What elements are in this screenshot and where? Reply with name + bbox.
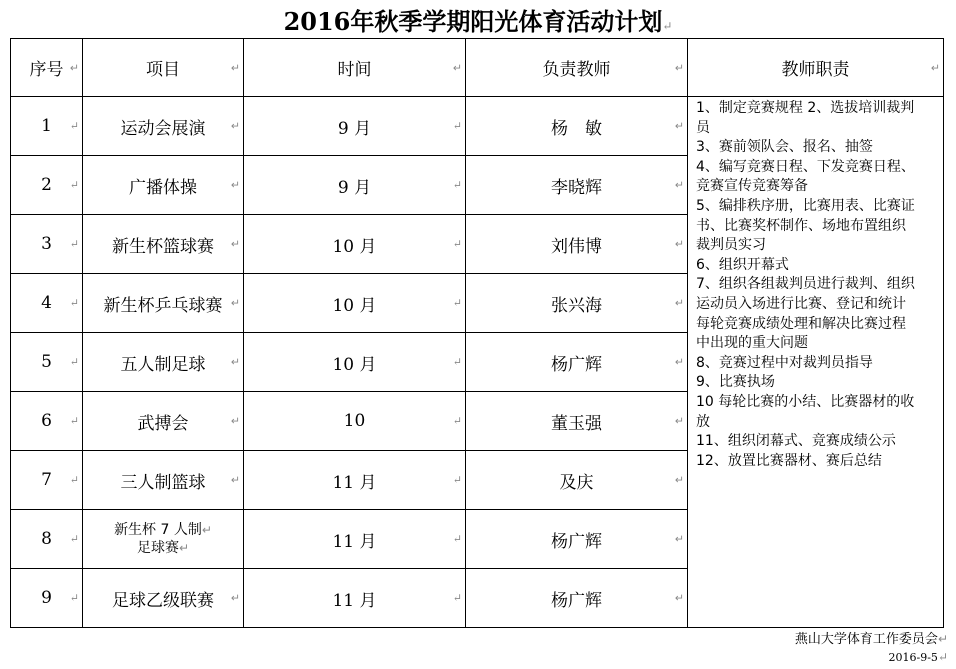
cell-teacher: 李晓辉 ↵: [466, 156, 688, 215]
cell-time: 10 月 ↵: [244, 333, 466, 392]
duties-cell: [688, 97, 944, 628]
footer-organization: 燕山大学体育工作委员会↵: [794, 632, 948, 647]
header-teacher: 负责教师 ↵: [466, 39, 688, 97]
duty-line: 6、组织开幕式: [696, 256, 789, 273]
cell-item: 广播体操 ↵: [83, 156, 244, 215]
cell-index: 3 ↵: [11, 215, 83, 274]
cell-time: 11 月 ↵: [244, 510, 466, 569]
duty-line: 每轮竞赛成绩处理和解决比赛过程: [696, 315, 906, 332]
cell-index: 8 ↵: [11, 510, 83, 569]
cell-index: 6 ↵: [11, 392, 83, 451]
cell-teacher: 张兴海 ↵: [466, 274, 688, 333]
duty-line: 运动员入场进行比赛、登记和统计: [696, 295, 906, 312]
duty-line: 9、比赛执场: [696, 374, 775, 391]
cell-index: 5 ↵: [11, 333, 83, 392]
duty-line: 7、组织各组裁判员进行裁判、组织: [696, 276, 915, 293]
duty-line: 裁判员实习: [696, 237, 766, 254]
duty-line: 1、制定竞赛规程 2、选拔培训裁判: [696, 100, 915, 116]
cell-time: 11 月 ↵: [244, 451, 466, 510]
paragraph-mark-icon: ↵: [662, 19, 673, 33]
cell-time: 11 月 ↵: [244, 569, 466, 628]
cell-index: 4 ↵: [11, 274, 83, 333]
cell-item: 新生杯篮球赛 ↵: [83, 215, 244, 274]
cell-time: 10 ↵: [244, 392, 466, 451]
title-text: 2016年秋季学期阳光体育活动计划: [283, 7, 663, 36]
duty-line: 12、放置比赛器材、赛后总结: [696, 452, 882, 469]
duty-line: 书、比赛奖杯制作、场地布置组织: [696, 217, 906, 234]
document-title: [0, 2, 956, 37]
header-item: 项目 ↵: [83, 39, 244, 97]
duty-line: 11、组织闭幕式、竞赛成绩公示: [696, 433, 896, 450]
duties-list: [696, 97, 939, 471]
duty-line: 放: [696, 413, 710, 430]
cell-time: 10 月 ↵: [244, 274, 466, 333]
cell-teacher: 杨广辉 ↵: [466, 333, 688, 392]
cell-teacher: 杨 敏 ↵: [466, 97, 688, 156]
duty-line: 8、竞赛过程中对裁判员指导: [696, 354, 873, 371]
cell-teacher: 杨广辉 ↵: [466, 510, 688, 569]
cell-teacher: 杨广辉 ↵: [466, 569, 688, 628]
cell-index: 7 ↵: [11, 451, 83, 510]
cell-time: 9 月 ↵: [244, 156, 466, 215]
duty-line: 10 每轮比赛的小结、比赛器材的收: [696, 393, 915, 410]
duty-line: 中出现的重大问题: [696, 335, 808, 352]
cell-item: 新生杯 7 人制↵ 足球赛↵: [83, 510, 244, 569]
table-header-row: [11, 39, 944, 97]
header-time: 时间 ↵: [244, 39, 466, 97]
cell-item: 武搏会 ↵: [83, 392, 244, 451]
cell-item: 三人制篮球 ↵: [83, 451, 244, 510]
cell-index: 2 ↵: [11, 156, 83, 215]
footer-date: 2016-9-5↵: [888, 650, 948, 664]
cell-time: 10 月 ↵: [244, 215, 466, 274]
cell-index: 9 ↵: [11, 569, 83, 628]
cell-item: 足球乙级联赛 ↵: [83, 569, 244, 628]
cell-teacher: 董玉强 ↵: [466, 392, 688, 451]
cell-time: 9 月 ↵: [244, 97, 466, 156]
duty-line: 竞赛宣传竞赛筹备: [696, 178, 808, 195]
cell-item: 运动会展演 ↵: [83, 97, 244, 156]
duty-line: 员: [696, 119, 710, 136]
activity-plan-table: [10, 38, 944, 628]
cell-item: 五人制足球 ↵: [83, 333, 244, 392]
duty-line: 3、赛前领队会、报名、抽签: [696, 139, 873, 156]
cell-teacher: 及庆 ↵: [466, 451, 688, 510]
cell-item: 新生杯乒乓球赛 ↵: [83, 274, 244, 333]
duty-line: 5、编排秩序册，比赛用表、比赛证: [696, 197, 915, 214]
cell-index: 1 ↵: [11, 97, 83, 156]
table-row: [11, 97, 944, 156]
duty-line: 4、编写竞赛日程、下发竞赛日程、: [696, 158, 915, 175]
header-index: 序号 ↵: [11, 39, 83, 97]
header-duties: 教师职责 ↵: [688, 39, 944, 97]
cell-teacher: 刘伟博 ↵: [466, 215, 688, 274]
